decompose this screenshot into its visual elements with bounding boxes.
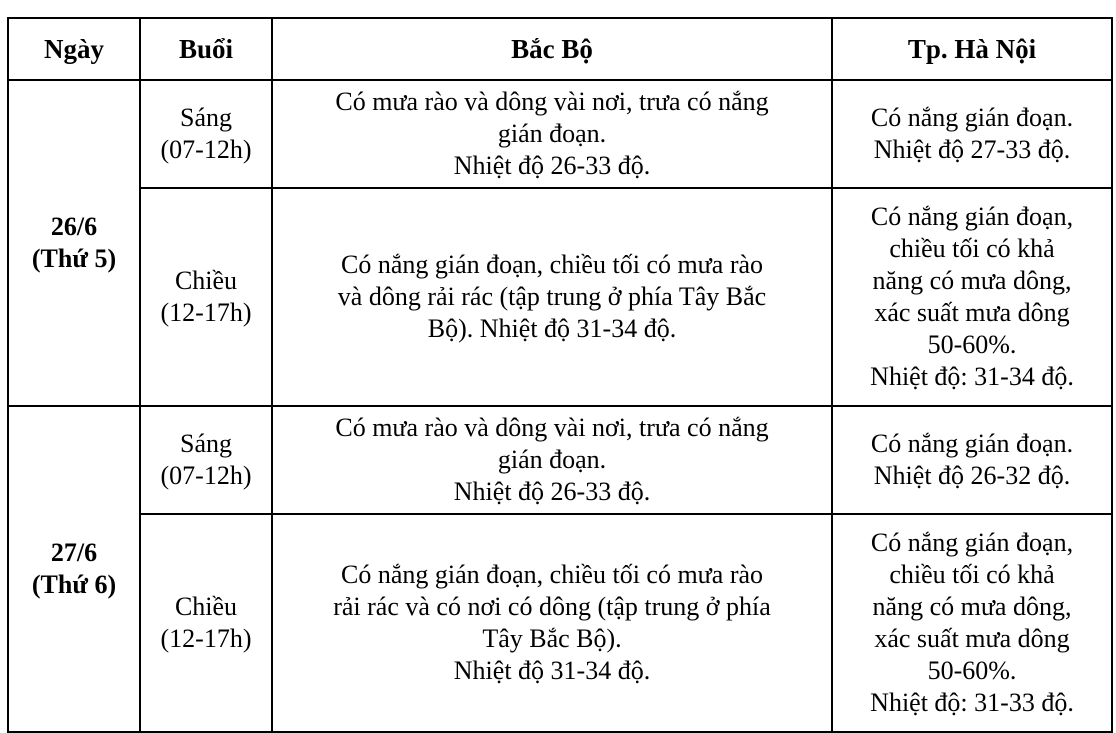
forecast-line: Nhiệt độ: 31-34 độ. (870, 362, 1074, 391)
session-name: Sáng (180, 429, 232, 458)
forecast-line: Có mưa rào và dông vài nơi, trưa có nắng (335, 87, 769, 116)
forecast-line: năng có mưa dông, (872, 266, 1072, 295)
day-weekday: (Thứ 5) (31, 244, 117, 273)
day-cell (8, 80, 140, 406)
forecast-line: xác suất mưa dông (874, 298, 1070, 327)
header-bac-bo: Bắc Bộ (272, 18, 832, 80)
forecast-line: Nhiệt độ 26-33 độ. (453, 477, 651, 506)
forecast-line: 50-60%. (927, 656, 1017, 685)
day-date: 26/6 (50, 212, 98, 241)
forecast-line: Nhiệt độ 26-33 độ. (453, 151, 651, 180)
session-hours: (07-12h) (160, 461, 252, 490)
forecast-line: Có nắng gián đoạn. (870, 103, 1074, 132)
header-session: Buổi (140, 18, 272, 80)
forecast-line: xác suất mưa dông (874, 624, 1070, 653)
session-hours: (07-12h) (160, 135, 252, 164)
forecast-line: 50-60%. (927, 330, 1017, 359)
ha-noi-forecast (832, 188, 1112, 406)
forecast-line: Có nắng gián đoạn, chiều tối có mưa rào (340, 250, 764, 279)
session-name: Chiều (174, 266, 238, 295)
table-row (8, 514, 1112, 732)
forecast-line: Bộ). Nhiệt độ 31-34 độ. (427, 314, 677, 343)
weather-forecast-table (7, 17, 1113, 733)
forecast-line: Có nắng gián đoạn, chiều tối có mưa rào (340, 560, 764, 589)
table-row (8, 406, 1112, 514)
forecast-line: và dông rải rác (tập trung ở phía Tây Bắc (337, 282, 767, 311)
day-weekday: (Thứ 6) (31, 570, 117, 599)
forecast-line: Nhiệt độ: 31-33 độ. (870, 688, 1074, 717)
day-cell (8, 406, 140, 732)
forecast-line: Nhiệt độ 27-33 độ. (873, 135, 1071, 164)
session-name: Chiều (174, 592, 238, 621)
bac-bo-forecast (272, 80, 832, 188)
forecast-line: Có nắng gián đoạn. (870, 429, 1074, 458)
bac-bo-forecast (272, 514, 832, 732)
forecast-line: Có mưa rào và dông vài nơi, trưa có nắng (335, 413, 769, 442)
session-hours: (12-17h) (160, 624, 252, 653)
forecast-line: Nhiệt độ 26-32 độ. (873, 461, 1071, 490)
session-cell (140, 406, 272, 514)
header-day: Ngày (8, 18, 140, 80)
day-date: 27/6 (50, 538, 98, 567)
ha-noi-forecast (832, 514, 1112, 732)
bac-bo-forecast (272, 406, 832, 514)
forecast-line: Có nắng gián đoạn, (870, 202, 1074, 231)
session-cell (140, 188, 272, 406)
forecast-line: gián đoạn. (497, 119, 607, 148)
forecast-line: rải rác và có nơi có dông (tập trung ở phía (333, 592, 771, 621)
session-hours: (12-17h) (160, 298, 252, 327)
forecast-line: năng có mưa dông, (872, 592, 1072, 621)
session-cell (140, 80, 272, 188)
forecast-line: chiều tối có khả (889, 560, 1055, 589)
ha-noi-forecast (832, 406, 1112, 514)
table-row (8, 188, 1112, 406)
ha-noi-forecast (832, 80, 1112, 188)
header-row (8, 18, 1112, 80)
session-name: Sáng (180, 103, 232, 132)
session-cell (140, 514, 272, 732)
forecast-line: gián đoạn. (497, 445, 607, 474)
forecast-line: chiều tối có khả (889, 234, 1055, 263)
bac-bo-forecast (272, 188, 832, 406)
header-ha-noi: Tp. Hà Nội (832, 18, 1112, 80)
forecast-line: Tây Bắc Bộ). (482, 624, 622, 653)
table-row (8, 80, 1112, 188)
forecast-line: Có nắng gián đoạn, (870, 528, 1074, 557)
forecast-line: Nhiệt độ 31-34 độ. (453, 656, 651, 685)
